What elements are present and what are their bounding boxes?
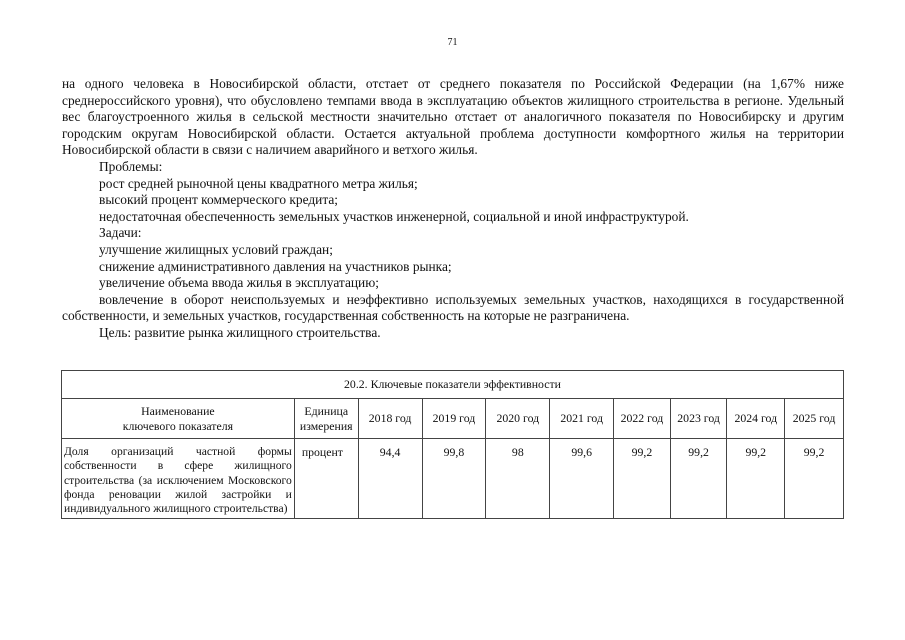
header-year: 2019 год xyxy=(422,399,486,439)
intro-paragraph: на одного человека в Новосибирской области, отстает от среднего показателя по Российской Федерации (на 1,67% ниже среднероссийского уровня), что обусловлено темпами ввода в эксплуатацию объектов жилищного строительства в регионе. Удельный вес благоустроенного жилья в сельской местности значительно отстает от аналогичного показателя по Новосибирску и другим городским округам Новосибирской области. Остается актуальной проблема доступности комфортного жилья на территории Новосибирской области в связи с наличием аварийного и ветхого жилья. xyxy=(62,76,844,158)
header-year: 2018 год xyxy=(358,399,422,439)
header-year: 2025 год xyxy=(785,399,844,439)
table-row xyxy=(62,439,844,519)
header-unit-line2: измерения xyxy=(299,418,353,433)
indicator-value: 99,2 xyxy=(670,439,727,519)
header-year: 2023 год xyxy=(670,399,727,439)
task-item: вовлечение в оборот неиспользуемых и неэффективно используемых земельных участков, находящихся в государственной собственности, и земельных участков, государственная собственность на которые не разграничена. xyxy=(62,291,844,324)
indicator-value: 98 xyxy=(486,439,550,519)
goal-statement: Цель: развитие рынка жилищного строительства. xyxy=(99,324,381,340)
indicator-value: 99,8 xyxy=(422,439,486,519)
header-year: 2021 год xyxy=(550,399,614,439)
kpi-table xyxy=(61,370,844,519)
indicator-name: Доля организаций частной формы собственности в сфере жилищного строительства (за исключением Московского фонда реновации жилой застройки и индивидуального жилищного строительства) xyxy=(62,439,295,519)
header-indicator-name xyxy=(62,399,295,439)
header-year: 2024 год xyxy=(727,399,785,439)
problem-item: высокий процент коммерческого кредита; xyxy=(99,192,338,208)
header-year: 2020 год xyxy=(486,399,550,439)
indicator-value: 99,2 xyxy=(785,439,844,519)
header-year: 2022 год xyxy=(614,399,671,439)
header-name-line2: ключевого показателя xyxy=(122,418,234,433)
indicator-value: 94,4 xyxy=(358,439,422,519)
page-number: 71 xyxy=(447,37,458,48)
problems-heading: Проблемы: xyxy=(99,158,163,174)
indicator-value: 99,2 xyxy=(614,439,671,519)
task-item: улучшение жилищных условий граждан; xyxy=(99,241,333,257)
table-title: 20.2. Ключевые показатели эффективности xyxy=(62,371,844,399)
tasks-heading: Задачи: xyxy=(99,225,142,241)
header-unit-line1: Единица xyxy=(304,403,349,418)
task-item: снижение административного давления на участников рынка; xyxy=(99,258,452,274)
indicator-value: 99,2 xyxy=(727,439,785,519)
task-item: увеличение объема ввода жилья в эксплуатацию; xyxy=(99,275,379,291)
problem-item: рост средней рыночной цены квадратного метра жилья; xyxy=(99,175,418,191)
header-unit xyxy=(294,399,358,439)
document-body xyxy=(62,76,844,342)
table-header-row xyxy=(62,399,844,439)
indicator-value: 99,6 xyxy=(550,439,614,519)
header-name-line1: Наименование xyxy=(141,403,215,418)
indicator-unit: процент xyxy=(294,439,358,519)
problem-item: недостаточная обеспеченность земельных участков инженерной, социальной и иной инфраструктурой. xyxy=(99,208,689,224)
